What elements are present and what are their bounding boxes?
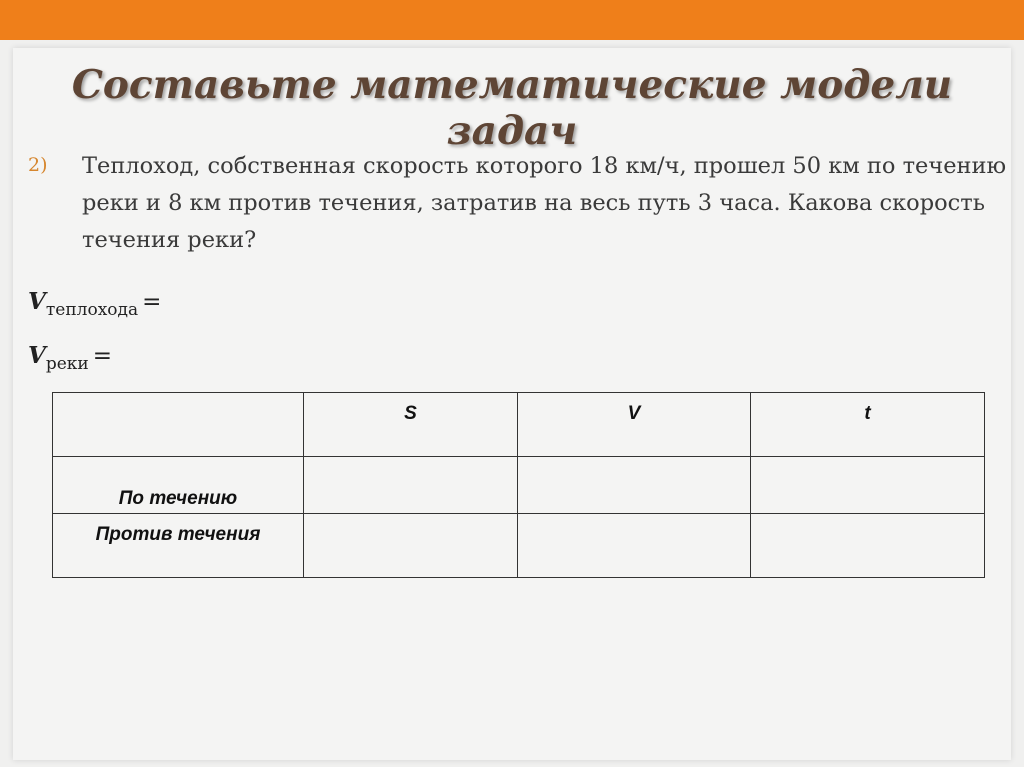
table-cell [518, 514, 751, 578]
table-header-cell: t [751, 393, 985, 457]
row-label: Против течения [53, 514, 304, 578]
table-cell [751, 514, 985, 578]
table-header-cell: V [518, 393, 751, 457]
table-header-row [53, 393, 985, 457]
problem-number: 2) [28, 154, 48, 176]
problem-text: Теплоход, собственная скорость которого 18 км/ч, прошел 50 км по течению реки и 8 км против течения, затратив на весь путь 3 часа. Какова скорость течения реки? [82, 153, 1007, 253]
formula-sign: = [92, 343, 113, 369]
formula-variable: V [28, 342, 46, 369]
table-cell [304, 514, 518, 578]
formula-ship-speed [28, 288, 162, 320]
row-label: По течению [53, 457, 304, 514]
table-cell [751, 457, 985, 514]
formula-variable: V [28, 288, 46, 315]
table-cell [304, 457, 518, 514]
table-header-cell [53, 393, 304, 457]
problem-statement [28, 148, 1008, 259]
slide-title: Составьте математические модели задач [71, 62, 953, 154]
table-row [53, 514, 985, 578]
accent-bar [0, 0, 1024, 40]
table-cell [518, 457, 751, 514]
formula-subscript: теплохода [45, 300, 139, 320]
formula-sign: = [142, 289, 162, 315]
table-row [53, 457, 985, 514]
formula-subscript: реки [45, 354, 89, 374]
model-table [52, 392, 985, 578]
formula-river-speed [28, 342, 113, 374]
table-header-cell: S [304, 393, 518, 457]
